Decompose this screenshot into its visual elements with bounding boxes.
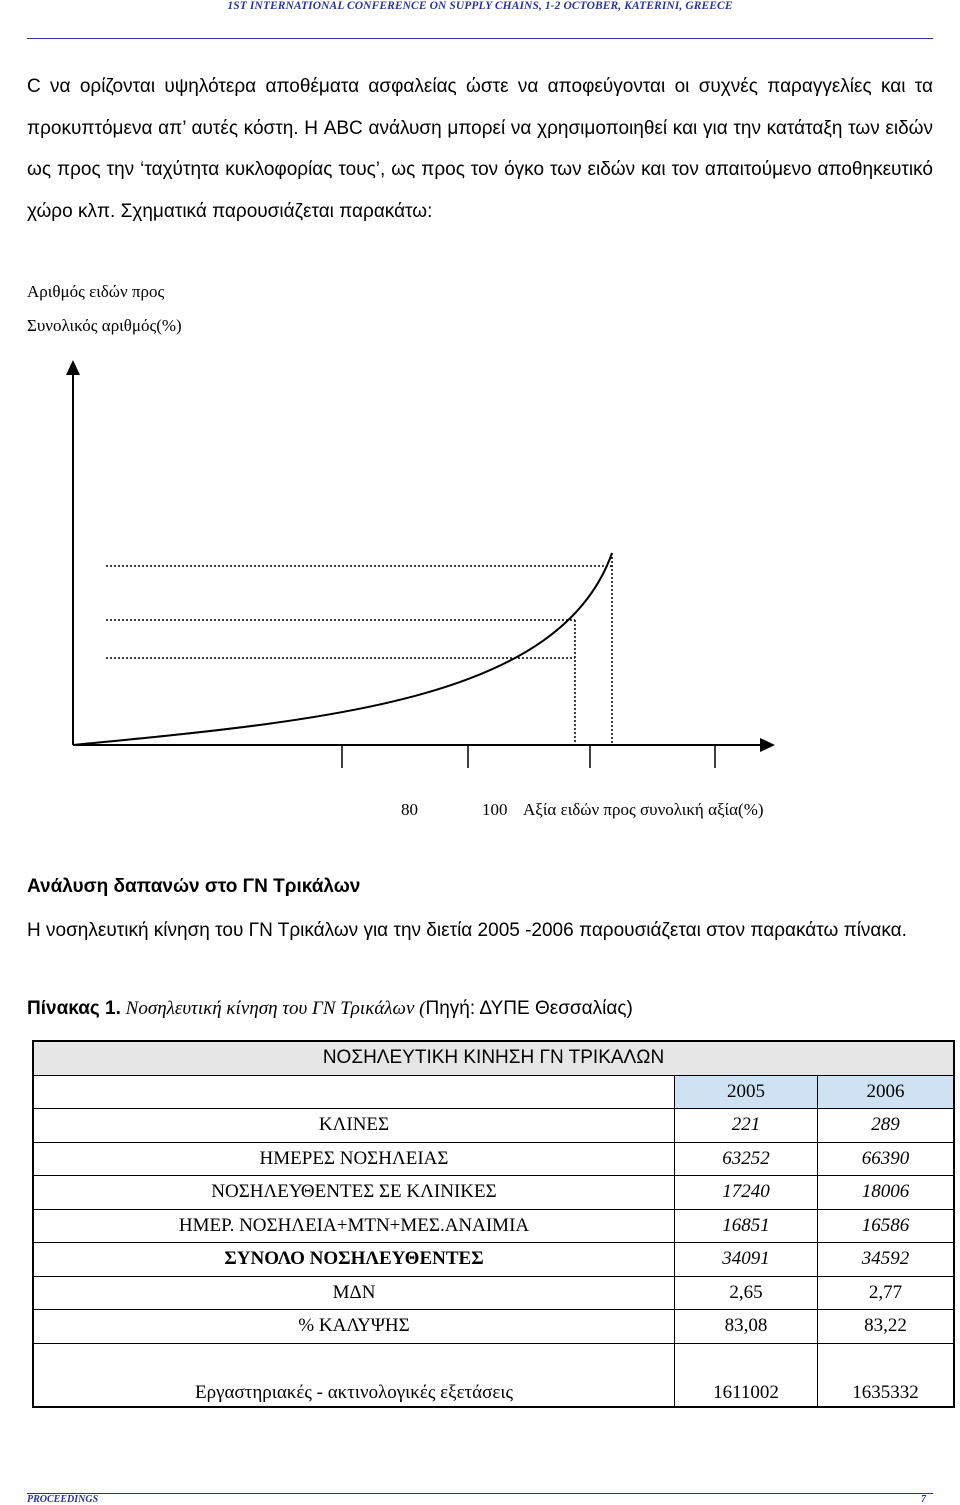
chart-ylabel-line2: Συνολικός αριθμός(%)	[27, 316, 182, 335]
value-2006: 16586	[818, 1209, 955, 1243]
x-axis-label: Αξία ειδών προς συνολική αξία(%)	[523, 800, 764, 819]
value-2005: 34091	[675, 1243, 818, 1277]
value-2006: 83,22	[818, 1310, 955, 1344]
row-label: ΗΜΕΡΕΣ ΝΟΣΗΛΕΙΑΣ	[33, 1142, 675, 1176]
table-row	[33, 1243, 954, 1277]
table-row	[33, 1343, 954, 1407]
row-label: ΚΛΙΝΕΣ	[33, 1109, 675, 1143]
x-tick-label-100: 100	[482, 800, 508, 819]
value-2005: 1611002	[675, 1343, 818, 1407]
y-axis-arrowhead	[66, 360, 80, 375]
value-2005: 221	[675, 1109, 818, 1143]
row-label: ΜΔΝ	[33, 1276, 675, 1310]
row-label: ΣΥΝΟΛΟ ΝΟΣΗΛΕΥΘΕΝΤΕΣ	[33, 1243, 675, 1277]
table-title: ΝΟΣΗΛΕΥΤΙΚΗ ΚΙΝΗΣΗ ΓΝ ΤΡΙΚΑΛΩΝ	[33, 1041, 954, 1075]
value-2005: 2,65	[675, 1276, 818, 1310]
header-empty-cell	[33, 1075, 675, 1109]
value-2006: 34592	[818, 1243, 955, 1277]
section-title: Ανάλυση δαπανών στο ΓΝ Τρικάλων	[27, 876, 361, 897]
value-2005: 83,08	[675, 1310, 818, 1344]
value-2006: 66390	[818, 1142, 955, 1176]
row-label: % ΚΑΛΥΨΗΣ	[33, 1310, 675, 1344]
value-2006: 1635332	[818, 1343, 955, 1407]
chart-ylabel-line1: Αριθμός ειδών προς	[27, 282, 165, 301]
row-label: ΝΟΣΗΛΕΥΘΕΝΤΕΣ ΣΕ ΚΛΙΝΙΚΕΣ	[33, 1176, 675, 1210]
value-2005: 16851	[675, 1209, 818, 1243]
header-rule	[27, 38, 933, 39]
page-number: 7	[921, 1494, 926, 1505]
table-row	[33, 1209, 954, 1243]
value-2006: 289	[818, 1109, 955, 1143]
table-header-row	[33, 1075, 954, 1109]
table-caption-title: Νοσηλευτική κίνηση του ΓΝ Τρικάλων (	[120, 998, 426, 1019]
row-label: Εργαστηριακές - ακτινολογικές εξετάσεις	[33, 1343, 675, 1407]
abc-curve	[73, 553, 612, 745]
value-2005: 17240	[675, 1176, 818, 1210]
abc-curve-chart	[0, 350, 960, 780]
value-2005: 63252	[675, 1142, 818, 1176]
header-year-2006: 2006	[818, 1075, 955, 1109]
table-row	[33, 1310, 954, 1344]
footer-proceedings: PROCEEDINGS	[27, 1494, 99, 1505]
conference-header: 1ST INTERNATIONAL CONFERENCE ON SUPPLY CHAINS, 1-2 OCTOBER, KATERINI, GREECE	[227, 0, 733, 12]
table-title-row	[33, 1041, 954, 1075]
x-tick-label-80: 80	[401, 800, 418, 819]
value-2006: 18006	[818, 1176, 955, 1210]
value-2006: 2,77	[818, 1276, 955, 1310]
hospital-activity-table	[32, 1040, 955, 1408]
x-axis-arrowhead	[760, 738, 775, 752]
table-caption-source: Πηγή: ΔΥΠΕ Θεσσαλίας)	[425, 998, 633, 1019]
section-text: Η νοσηλευτική κίνηση του ΓΝ Τρικάλων για την διετία 2005 -2006 παρουσιάζεται στον παρακάτω πίνακα.	[27, 920, 907, 941]
table-row	[33, 1142, 954, 1176]
footer-rule	[27, 1493, 933, 1494]
table-row	[33, 1109, 954, 1143]
table-caption	[27, 998, 633, 1020]
table-caption-label: Πίνακας 1.	[27, 998, 121, 1019]
table-row	[33, 1176, 954, 1210]
row-label: ΗΜΕΡ. ΝΟΣΗΛΕΙΑ+ΜΤΝ+ΜΕΣ.ΑΝΑΙΜΙΑ	[33, 1209, 675, 1243]
body-paragraph: C να ορίζονται υψηλότερα αποθέματα ασφαλείας ώστε να αποφεύγονται οι συχνές παραγγελίες και τα προκυπτόμενα απ’ αυτές κόστη. Η ABC ανάλυση μπορεί να χρησιμοποιηθεί και για την κατάταξη των ειδών ως προς την ‘ταχύτητα κυκλοφορίας τους’, ως προς τον όγκο των ειδών και τον απαιτούμενο αποθηκευτικό χώρο κλπ. Σχηματικά παρουσιάζεται παρακάτω:	[27, 76, 933, 222]
table-row	[33, 1276, 954, 1310]
header-year-2005: 2005	[675, 1075, 818, 1109]
